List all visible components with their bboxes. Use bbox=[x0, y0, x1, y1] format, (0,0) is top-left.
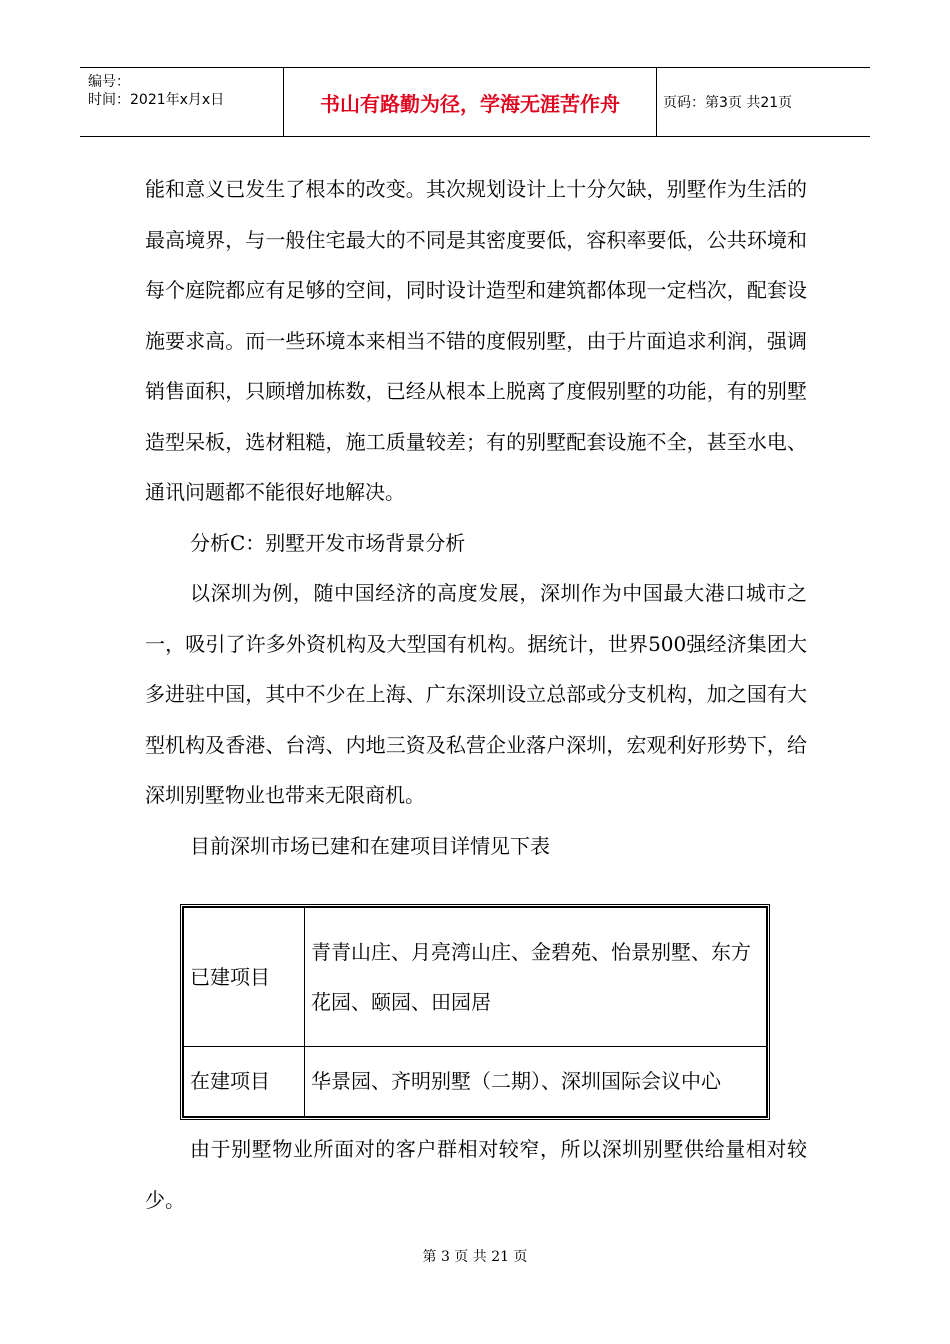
paragraph: 以深圳为例，随中国经济的高度发展，深圳作为中国最大港口城市之一，吸引了许多外资机构及大型国有机构。据统计，世界500强经济集团大多进驻中国，其中不少在上海、广东深圳设立总部或分支机构，加之国有大型机构及香港、台湾、内地三资及私营企业落户深圳，宏观利好形势下，给深圳别墅物业也带来无限商机。 bbox=[145, 581, 807, 807]
section-heading: 分析C：别墅开发市场背景分析 bbox=[190, 530, 466, 555]
body-text bbox=[145, 164, 807, 871]
table-row bbox=[184, 908, 767, 1047]
page-header bbox=[80, 67, 870, 137]
header-number-label: 编号： bbox=[88, 74, 130, 90]
table-row bbox=[184, 1046, 767, 1116]
table-row-head: 已建项目 bbox=[184, 908, 305, 1047]
table-cell: 青青山庄、月亮湾山庄、金碧苑、怡景别墅、东方花园、颐园、田园居 bbox=[305, 908, 767, 1047]
header-meta bbox=[80, 68, 284, 136]
closing-text bbox=[145, 1124, 807, 1225]
header-page-info: 页码：第3页 共21页 bbox=[663, 95, 793, 111]
paragraph: 能和意义已发生了根本的改变。其次规划设计上十分欠缺，别墅作为生活的最高境界，与一般住宅最大的不同是其密度要低，容积率要低，公共环境和每个庭院都应有足够的空间，同时设计造型和建筑都体现一定档次，配套设施要求高。而一些环境本来相当不错的度假别墅，由于片面追求利润，强调销售面积，只顾增加栋数，已经从根本上脱离了度假别墅的功能，有的别墅造型呆板，选材粗糙，施工质量较差；有的别墅配套设施不全，甚至水电、通讯问题都不能很好地解决。 bbox=[145, 177, 807, 504]
table-row-head: 在建项目 bbox=[184, 1046, 305, 1116]
project-table bbox=[180, 904, 770, 1120]
paragraph: 目前深圳市场已建和在建项目详情见下表 bbox=[190, 833, 550, 858]
header-date-label: 时间：2021年x月x日 bbox=[88, 92, 225, 108]
table-cell: 华景园、齐明别墅（二期）、深圳国际会议中心 bbox=[305, 1046, 767, 1116]
paragraph: 由于别墅物业所面对的客户群相对较窄，所以深圳别墅供给量相对较少。 bbox=[145, 1137, 807, 1212]
header-motto: 书山有路勤为径，学海无涯苦作舟 bbox=[284, 68, 657, 136]
page-footer: 第 3 页 共 21 页 bbox=[422, 1249, 528, 1265]
